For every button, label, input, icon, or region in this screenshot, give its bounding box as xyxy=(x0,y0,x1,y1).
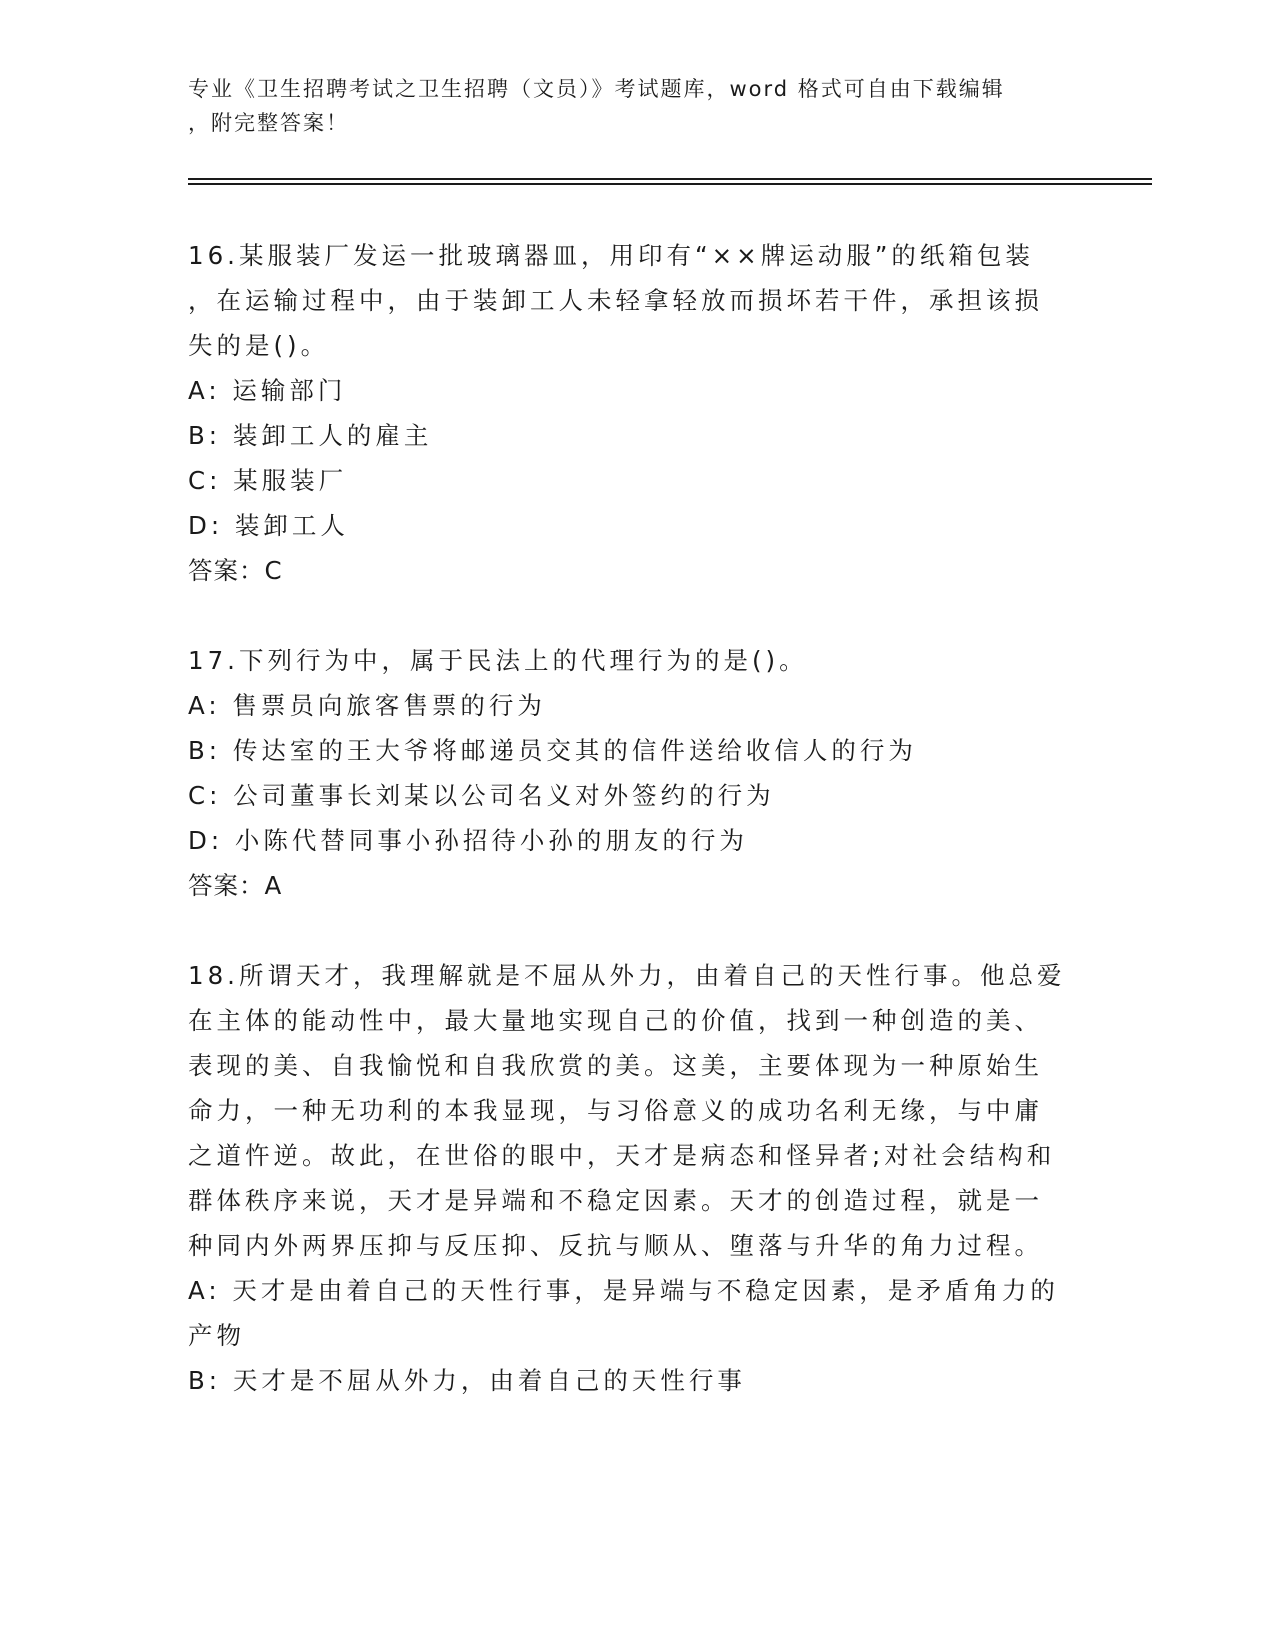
option-c xyxy=(188,773,1088,818)
option-b xyxy=(188,413,1088,458)
option-key: D: xyxy=(188,826,224,855)
header-divider-bottom xyxy=(188,183,1152,185)
option-key: B: xyxy=(188,1366,222,1395)
option-d xyxy=(188,503,1088,548)
option-text: 公司董事长刘某以公司名义对外签约的行为 xyxy=(233,781,775,810)
option-text: 产物 xyxy=(188,1321,245,1350)
document-header xyxy=(188,72,1068,140)
option-a xyxy=(188,368,1088,413)
header-line-2: ，附完整答案！ xyxy=(188,111,349,135)
question-stem-line: 群体秩序来说，天才是异端和不稳定因素。天才的创造过程，就是一 xyxy=(188,1186,1043,1215)
answer-line: 答案：A xyxy=(188,871,283,900)
option-text: 运输部门 xyxy=(232,376,347,405)
question-stem-line: 16.某服装厂发运一批玻璃器皿，用印有“××牌运动服”的纸箱包装 xyxy=(188,241,1034,270)
option-text: 小陈代替同事小孙招待小孙的朋友的行为 xyxy=(234,826,748,855)
option-text: 装卸工人的雇主 xyxy=(232,421,433,450)
option-d xyxy=(188,818,1088,863)
question-stem-line: 17.下列行为中，属于民法上的代理行为的是()。 xyxy=(188,646,808,675)
question-stem-line: 18.所谓天才，我理解就是不屈从外力，由着自己的天性行事。他总爱 xyxy=(188,961,1066,990)
option-text: 装卸工人 xyxy=(234,511,349,540)
question-list xyxy=(188,233,1088,1403)
question-17 xyxy=(188,638,1088,908)
option-b xyxy=(188,1358,1088,1403)
option-key: D: xyxy=(188,511,224,540)
option-text: 天才是不屈从外力，由着自己的天性行事 xyxy=(232,1366,746,1395)
option-key: C: xyxy=(188,781,222,810)
header-line-1: 专业《卫生招聘考试之卫生招聘（文员）》考试题库，word 格式可自由下载编辑 xyxy=(188,77,1005,101)
question-stem-line: 在主体的能动性中，最大量地实现自己的价值，找到一种创造的美、 xyxy=(188,1006,1043,1035)
option-a xyxy=(188,1268,1088,1313)
question-stem-line: 命力，一种无功利的本我显现，与习俗意义的成功名利无缘，与中庸 xyxy=(188,1096,1043,1125)
option-a-continuation xyxy=(188,1313,1088,1358)
header-divider-top xyxy=(188,178,1152,180)
option-key: C: xyxy=(188,466,222,495)
question-stem-line: 失的是()。 xyxy=(188,331,330,360)
option-text: 某服装厂 xyxy=(233,466,348,495)
option-key: A: xyxy=(188,1276,221,1305)
option-text: 天才是由着自己的天性行事，是异端与不稳定因素，是矛盾角力的 xyxy=(232,1276,1059,1305)
option-key: A: xyxy=(188,376,221,405)
option-key: B: xyxy=(188,736,222,765)
option-c xyxy=(188,458,1088,503)
question-18 xyxy=(188,953,1088,1403)
option-a xyxy=(188,683,1088,728)
question-stem-line: ，在运输过程中，由于装卸工人未轻拿轻放而损坏若干件，承担该损 xyxy=(188,286,1043,315)
option-b xyxy=(188,728,1088,773)
option-text: 传达室的王大爷将邮递员交其的信件送给收信人的行为 xyxy=(232,736,917,765)
option-text: 售票员向旅客售票的行为 xyxy=(232,691,546,720)
question-stem-line: 之道忤逆。故此，在世俗的眼中，天才是病态和怪异者;对社会结构和 xyxy=(188,1141,1056,1170)
question-stem-line: 表现的美、自我愉悦和自我欣赏的美。这美，主要体现为一种原始生 xyxy=(188,1051,1043,1080)
question-16 xyxy=(188,233,1088,593)
option-key: B: xyxy=(188,421,222,450)
question-stem-line: 种同内外两界压抑与反压抑、反抗与顺从、堕落与升华的角力过程。 xyxy=(188,1231,1043,1260)
option-key: A: xyxy=(188,691,221,720)
answer-line: 答案：C xyxy=(188,556,283,585)
